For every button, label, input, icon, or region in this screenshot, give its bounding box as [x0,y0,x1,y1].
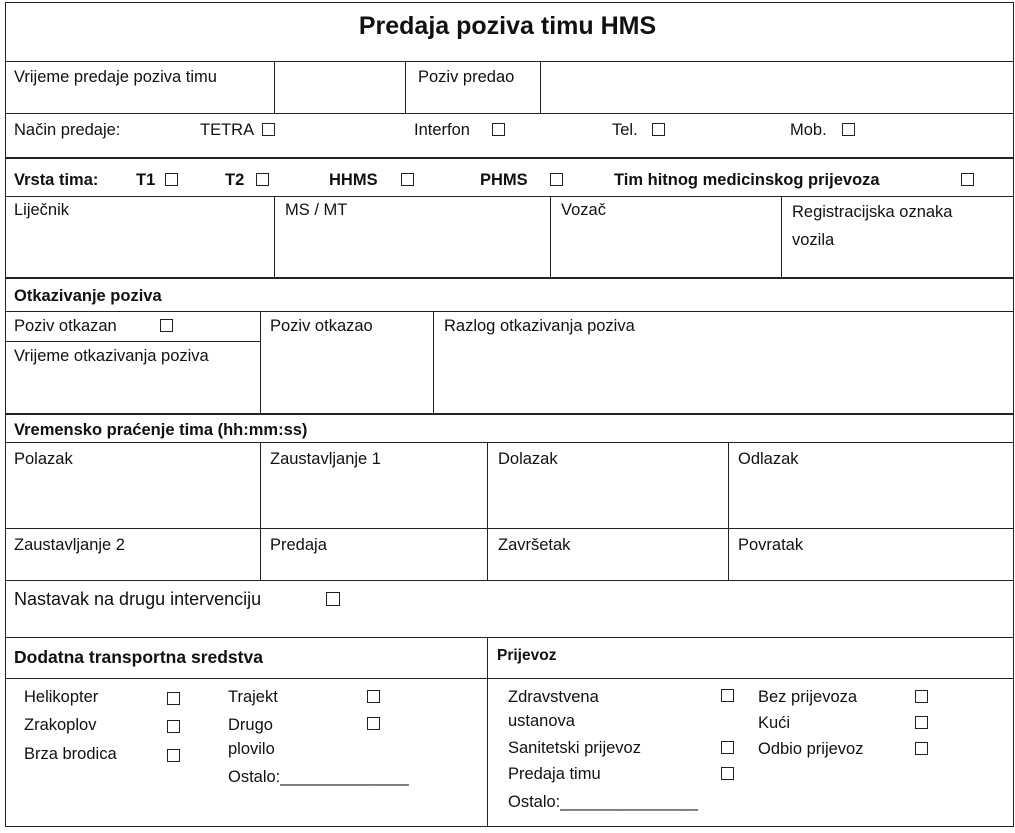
handed-by-label: Poziv predao [418,68,515,86]
team-t2-checkbox[interactable] [256,173,269,186]
transport-boat-label: Brza brodica [24,745,117,763]
method-tetra-label: TETRA [200,121,255,139]
continue-checkbox[interactable] [326,592,340,606]
track-stop1-label: Zaustavljanje 1 [270,450,381,468]
track-return-label: Povratak [738,536,804,554]
transport-helicopter-label: Helikopter [24,688,99,706]
member-doctor-label: Liječnik [14,201,70,219]
team-t1-label: T1 [136,171,156,189]
method-tel-checkbox[interactable] [652,123,665,136]
method-tel-label: Tel. [612,121,638,139]
team-hhms-label: HHMS [329,171,378,189]
track-leaving-label: Odlazak [738,450,799,468]
team-transport-label: Tim hitnog medicinskog prijevoza [614,171,880,189]
prijevoz-refused-label: Odbio prijevoz [758,740,864,758]
method-mob-checkbox[interactable] [842,123,855,136]
member-nurse-label: MS / MT [285,201,348,219]
team-t1-checkbox[interactable] [165,173,178,186]
prijevoz-hospital-label: Zdravstvena ustanova [508,688,599,730]
cancelled-by-label: Poziv otkazao [270,317,373,335]
method-tetra-checkbox[interactable] [262,123,275,136]
transport-other-field[interactable]: Ostalo:______________ [228,768,409,786]
method-interfon-checkbox[interactable] [492,123,505,136]
cancel-reason-label: Razlog otkazivanja poziva [444,317,635,335]
tracking-section-title: Vremensko praćenje tima (hh:mm:ss) [14,421,308,439]
handover-time-label: Vrijeme predaje poziva timu [14,68,217,86]
transport-other-vessel-checkbox[interactable] [367,717,380,730]
method-label: Način predaje: [14,121,121,139]
team-t2-label: T2 [225,171,245,189]
track-end-label: Završetak [498,536,571,554]
prijevoz-none-label: Bez prijevoza [758,688,858,706]
prijevoz-none-checkbox[interactable] [915,690,928,703]
cancelled-label: Poziv otkazan [14,317,117,335]
cancel-time-label: Vrijeme otkazivanja poziva [14,347,209,365]
transport-plane-checkbox[interactable] [167,720,180,733]
cancel-section-title: Otkazivanje poziva [14,287,162,305]
prijevoz-other-field[interactable]: Ostalo:_______________ [508,793,698,811]
prijevoz-team-label: Predaja timu [508,765,601,783]
transport-section-title: Dodatna transportna sredstva [14,647,263,667]
handed-by-field[interactable] [542,63,1012,112]
transport-other-vessel-label: Drugo plovilo [228,716,275,758]
continue-label: Nastavak na drugu intervenciju [14,589,262,609]
member-driver-label: Vozač [561,201,606,219]
prijevoz-team-checkbox[interactable] [721,767,734,780]
track-handover-label: Predaja [270,536,327,554]
prijevoz-refused-checkbox[interactable] [915,742,928,755]
prijevoz-ambulance-label: Sanitetski prijevoz [508,739,641,757]
track-stop2-label: Zaustavljanje 2 [14,536,125,554]
prijevoz-section-title: Prijevoz [497,647,557,664]
transport-ferry-checkbox[interactable] [367,690,380,703]
track-departure-label: Polazak [14,450,73,468]
prijevoz-home-checkbox[interactable] [915,716,928,729]
page-title: Predaja poziva timu HMS [358,12,657,40]
transport-boat-checkbox[interactable] [167,749,180,762]
track-arrival-label: Dolazak [498,450,558,468]
cancelled-checkbox[interactable] [160,319,173,332]
team-hhms-checkbox[interactable] [401,173,414,186]
team-type-label: Vrsta tima: [14,171,99,189]
prijevoz-hospital-checkbox[interactable] [721,689,734,702]
member-plate-label: Registracijska oznaka vozila [792,203,953,249]
prijevoz-home-label: Kući [758,714,791,732]
team-phms-checkbox[interactable] [550,173,563,186]
method-mob-label: Mob. [790,121,827,139]
method-interfon-label: Interfon [414,121,470,139]
prijevoz-ambulance-checkbox[interactable] [721,741,734,754]
transport-ferry-label: Trajekt [228,688,278,706]
team-transport-checkbox[interactable] [961,173,974,186]
handover-time-field[interactable] [276,63,404,112]
transport-plane-label: Zrakoplov [24,716,97,734]
team-phms-label: PHMS [480,171,528,189]
transport-helicopter-checkbox[interactable] [167,692,180,705]
